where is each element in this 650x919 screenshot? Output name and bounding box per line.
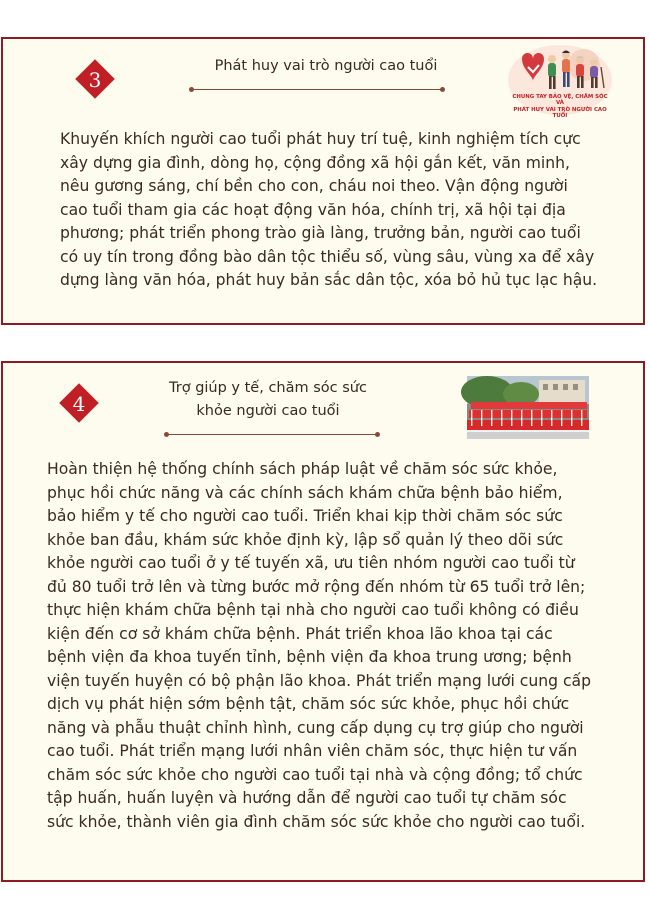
section-body-text: Khuyến khích người cao tuổi phát huy trí tuệ, kinh nghiệm tích cực xây dựng gia đình, dòng họ, cộng đồng xã hội gắn kết, văn minh, nêu gương sáng, chí bền cho con, cháu noi theo. Vận động người cao tuổi tham gia các hoạt động văn hóa, chính trị, xã hội tại địa phương; phát triển phong trào già làng, trưởng bản, người cao tuổi có uy tín trong đồng bào dân tộc thiểu số, vùng sâu, vùng xa để xây dựng làng văn hóa, phát huy bản sắc dân tộc, xóa bỏ hủ tục lạc hậu.	[60, 130, 598, 289]
title-divider	[191, 89, 443, 90]
section-body-text: Hoàn thiện hệ thống chính sách pháp luật về chăm sóc sức khỏe, phục hồi chức năng và các chính sách khám chữa bệnh bảo hiểm, bảo hiểm y tế cho người cao tuổi. Triển khai kịp thời chăm sóc sức khỏe ban đầu, khám sức khỏe định kỳ, lập sổ quản lý theo dõi sức khỏe người cao tuổi ở y tế tuyến xã, ưu tiên nhóm người cao tuổi từ đủ 80 tuổi trở lên và từng bước mở rộng đến nhóm từ 65 tuổi trở lên; thực hiện khám chữa bệnh tại nhà cho người cao tuổi không có điều kiện đến cơ sở khám chữa bệnh. Phát triển khoa lão khoa tại các bệnh viện đa khoa tuyến tỉnh, bệnh viện đa khoa trung ương; bệnh viện tuyến huyện có bộ phận lão khoa. Phát triển mạng lưới cung cấp dịch vụ phát hiện sớm bệnh tật, chăm sóc sức khỏe, phục hồi chức năng và phẫu thuật chỉnh hình, cung cấp dụng cụ trợ giúp cho người cao tuổi. Phát triển mạng lưới nhân viên chăm sóc, thực hiện tư vấn chăm sóc sức khỏe cho người cao tuổi tại nhà và cộng đồng; tổ chức tập huấn, huấn luyện và hướng dẫn để người cao tuổi tự chăm sóc sức khỏe, thành viên gia đình chăm sóc sức khỏe cho người cao tuổi.	[47, 460, 591, 831]
title-divider	[166, 434, 378, 435]
group-exercise-photo	[467, 376, 589, 439]
section-title: Trợ giúp y tế, chăm sóc sức khỏe người cao tuổi	[169, 380, 367, 419]
section-3-card	[1, 37, 645, 325]
section-number: 3	[88, 68, 102, 92]
section-4-card	[1, 361, 645, 882]
illustration-caption: CHUNG TAY BẢO VỆ, CHĂM SÓC VÀ PHÁT HUY VAI TRÒ NGƯỜI CAO TUỔI	[512, 94, 608, 120]
section-number: 4	[72, 392, 86, 416]
section-title: Phát huy vai trò người cao tuổi	[214, 58, 438, 74]
crowd-exercise-scene	[467, 376, 589, 439]
elderly-care-illustration	[508, 45, 612, 120]
